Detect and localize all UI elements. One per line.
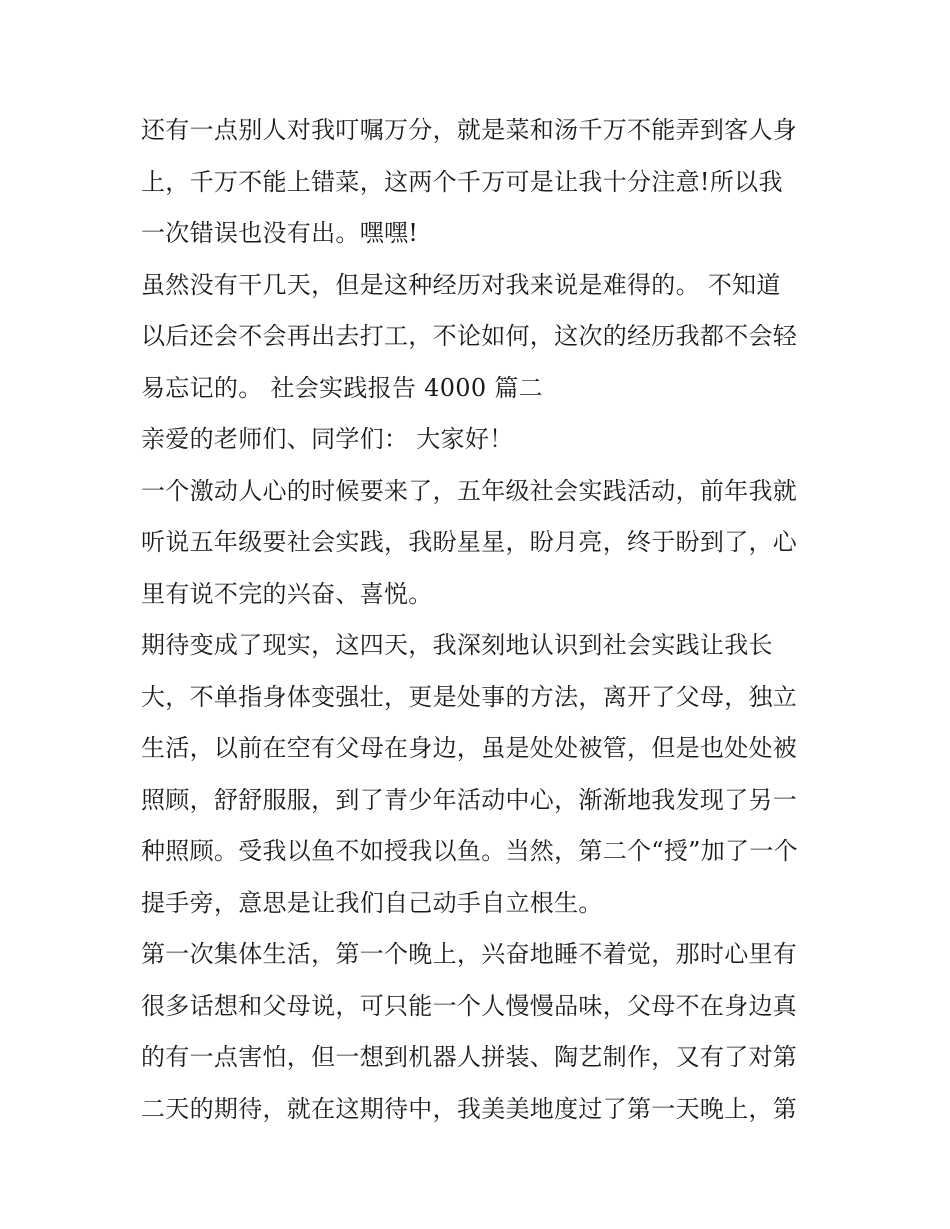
text-line: 上，千万不能上错菜，这两个千万可是让我十分注意!所以我 — [141, 167, 783, 196]
text-line: 一个激动人心的时候要来了，五年级社会实践活动，前年我就 — [141, 476, 798, 505]
text-line: 第一次集体生活，第一个晚上，兴奋地睡不着觉，那时心里有 — [141, 940, 798, 968]
document-body — [141, 105, 821, 1135]
text-line: 听说五年级要社会实践，我盼星星，盼月亮，终于盼到了，心 — [141, 528, 798, 556]
text-line: 亲爱的老师们、同学们： 大家好！ — [141, 425, 514, 453]
text-line: 很多话想和父母说，可只能一个人慢慢品味，父母不在身边真 — [141, 991, 798, 1020]
text-line: 二天的期待，就在这期待中，我美美地度过了第一天晚上，第 — [141, 1094, 798, 1123]
text-line: 提手旁，意思是让我们自己动手自立根生。 — [141, 888, 603, 917]
text-line: 照顾，舒舒服服，到了青少年活动中心，渐渐地我发现了另一 — [141, 785, 798, 814]
text-line: 期待变成了现实，这四天，我深刻地认识到社会实践让我长 — [141, 631, 773, 659]
text-line: 一次错误也没有出。嘿嘿! — [141, 219, 419, 247]
text-line: 虽然没有干几天，但是这种经历对我来说是难得的。 不知道 — [141, 270, 781, 299]
text-line: 大，不单指身体变强壮，更是处事的方法，离开了父母，独立 — [141, 682, 798, 711]
text-line: 还有一点别人对我叮嘱万分，就是菜和汤千万不能弄到客人身 — [141, 116, 798, 144]
text-line: 易忘记的。 社会实践报告 4000 篇二 — [141, 373, 543, 402]
text-line: 生活，以前在空有父母在身边，虽是处处被管，但是也处处被 — [141, 734, 798, 762]
text-line: 里有说不完的兴奋、喜悦。 — [141, 579, 433, 608]
text-line: 种照顾。受我以鱼不如授我以鱼。当然，第二个“授”加了一个 — [141, 837, 798, 865]
text-line: 以后还会不会再出去打工，不论如何，这次的经历我都不会轻 — [141, 322, 798, 350]
text-line: 的有一点害怕，但一想到机器人拼装、陶艺制作，又有了对第 — [141, 1043, 798, 1071]
